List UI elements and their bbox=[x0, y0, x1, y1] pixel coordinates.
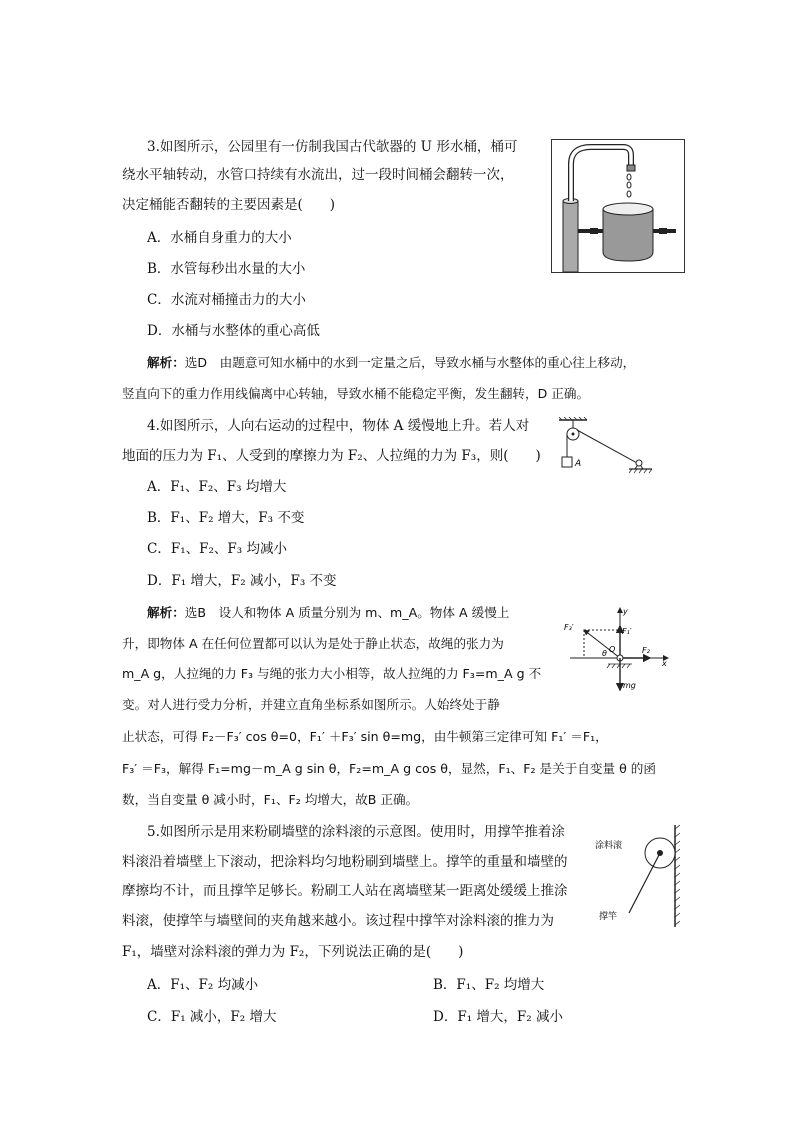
q4-option-d: D．F₁ 增大，F₂ 减小，F₃ 不变 bbox=[147, 573, 337, 589]
q4-option-a: A．F₁、F₂、F₃ 均增大 bbox=[147, 479, 287, 495]
q3-stem-line2: 绕水平轴转动，水管口持续有水流出，过一段时间桶会翻转一次， bbox=[122, 167, 514, 183]
q3-bucket-figure bbox=[551, 139, 685, 273]
q5-stem-line3: 摩擦均不计，而且撑竿足够长。粉刷工人站在离墙壁某一距离处缓缓上推涂 bbox=[122, 883, 568, 899]
q4-answer-line5: 止状态，可得 F₂－F₃′ cos θ=0，F₁′ ＋F₃′ sin θ=mg，由牛顿第三定律可知 F₁′ ＝F₁， bbox=[122, 729, 608, 744]
q4-pulley-figure bbox=[557, 417, 657, 477]
q4-answer-line4: 变。对人进行受力分析，并建立直角坐标系如图所示。人始终处于静 bbox=[122, 697, 500, 712]
q5-stem-line5: F₁，墙壁对涂料滚的弹力为 F₂，下列说法正确的是( ) bbox=[122, 944, 464, 960]
mg-label: mg bbox=[623, 681, 636, 690]
q5-option-d: D．F₁ 增大，F₂ 减小 bbox=[433, 1009, 563, 1025]
q5-roller-figure bbox=[595, 823, 687, 933]
u-bucket bbox=[603, 209, 653, 261]
q5-option-a: A．F₁、F₂ 均减小 bbox=[147, 977, 259, 993]
origin-label: O bbox=[609, 645, 616, 654]
q4-option-c: C．F₁、F₂、F₃ 均减小 bbox=[147, 541, 287, 557]
x-label: x bbox=[662, 659, 667, 668]
q3-answer-text1: 选D 由题意可知水桶中的水到一定量之后，导致水桶与水整体的重心往上移动， bbox=[184, 355, 636, 370]
q3-option-a: A．水桶自身重力的大小 bbox=[147, 230, 292, 246]
q3-answer-line1 bbox=[147, 354, 635, 372]
q4-answer-text1: 选B 设人和物体 A 质量分别为 m、m_A。物体 A 缓慢上 bbox=[184, 605, 510, 620]
y-label: y bbox=[623, 607, 628, 616]
q3-option-b: B．水管每秒出水量的大小 bbox=[147, 261, 306, 277]
q4-force-diagram bbox=[556, 604, 676, 694]
f1p-label: F₁′ bbox=[622, 627, 632, 636]
q4-answer-label: 解析： bbox=[147, 605, 185, 620]
f2-label: F₂ bbox=[642, 646, 650, 655]
block-a bbox=[562, 457, 572, 467]
q5-stem-line1: 5.如图所示是用来粉刷墙壁的涂料滚的示意图。使用时，用撑竿推着涂 bbox=[147, 824, 565, 840]
pole bbox=[629, 853, 660, 913]
q5-stem-line4: 料滚，使撑竿与墙壁间的夹角越来越小。该过程中撑竿对涂料滚的推力为 bbox=[122, 913, 554, 929]
q3-stem-line3: 决定桶能否翻转的主要因素是( ) bbox=[122, 197, 336, 213]
q4-answer-line7: 数，当自变量 θ 减小时，F₁、F₂ 均增大，故B 正确。 bbox=[122, 792, 419, 807]
q4-answer-line3: m_A g，人拉绳的力 F₃ 与绳的张力大小相等，故人拉绳的力 F₃=m_A g 不 bbox=[122, 666, 542, 681]
q5-option-c: C．F₁ 减小，F₂ 增大 bbox=[147, 1009, 277, 1025]
q4-stem-line1: 4.如图所示，人向右运动的过程中，物体 A 缓慢地上升。若人对 bbox=[147, 418, 530, 434]
f3p-label: F₃′ bbox=[564, 623, 574, 632]
roller-label: 涂料滚 bbox=[595, 841, 623, 851]
rope-slant bbox=[577, 430, 637, 463]
q3-stem-line1: 3.如图所示，公园里有一仿制我国古代欹器的 U 形水桶，桶可 bbox=[147, 139, 518, 155]
q4-stem-line2: 地面的压力为 F₁、人受到的摩擦力为 F₂、人拉绳的力为 F₃，则( ) bbox=[122, 448, 541, 464]
q3-option-d: D．水桶与水整体的重心高低 bbox=[147, 323, 320, 339]
q5-stem-line2: 料滚沿着墙壁上下滚动，把涂料均匀地粉刷到墙壁上。撑竿的重量和墙壁的 bbox=[122, 854, 568, 870]
q4-answer-line6: F₃′ ＝F₃，解得 F₁=mg－m_A g sin θ，F₂=m_A g cos θ，显然，F₁、F₂ 是关于自变量 θ 的函 bbox=[122, 761, 656, 776]
q3-option-c: C．水流对桶撞击力的大小 bbox=[147, 292, 306, 308]
person bbox=[636, 460, 642, 466]
q4-answer-line2: 升，即物体 A 在任何位置都可以认为是处于静止状态，故绳的张力为 bbox=[122, 636, 504, 651]
theta-label: θ bbox=[602, 649, 607, 658]
q4-answer-line1 bbox=[147, 604, 509, 622]
q4-option-b: B．F₁、F₂ 增大，F₃ 不变 bbox=[147, 510, 305, 526]
post bbox=[563, 201, 578, 272]
q5-option-b: B．F₁、F₂ 均增大 bbox=[433, 977, 545, 993]
q3-answer-line2: 竖直向下的重力作用线偏离中心转轴，导致水桶不能稳定平衡，发生翻转，D 正确。 bbox=[122, 386, 590, 401]
label-a: A bbox=[575, 459, 582, 469]
q3-answer-label: 解析： bbox=[147, 355, 185, 370]
pole-label: 撑竿 bbox=[599, 912, 618, 922]
